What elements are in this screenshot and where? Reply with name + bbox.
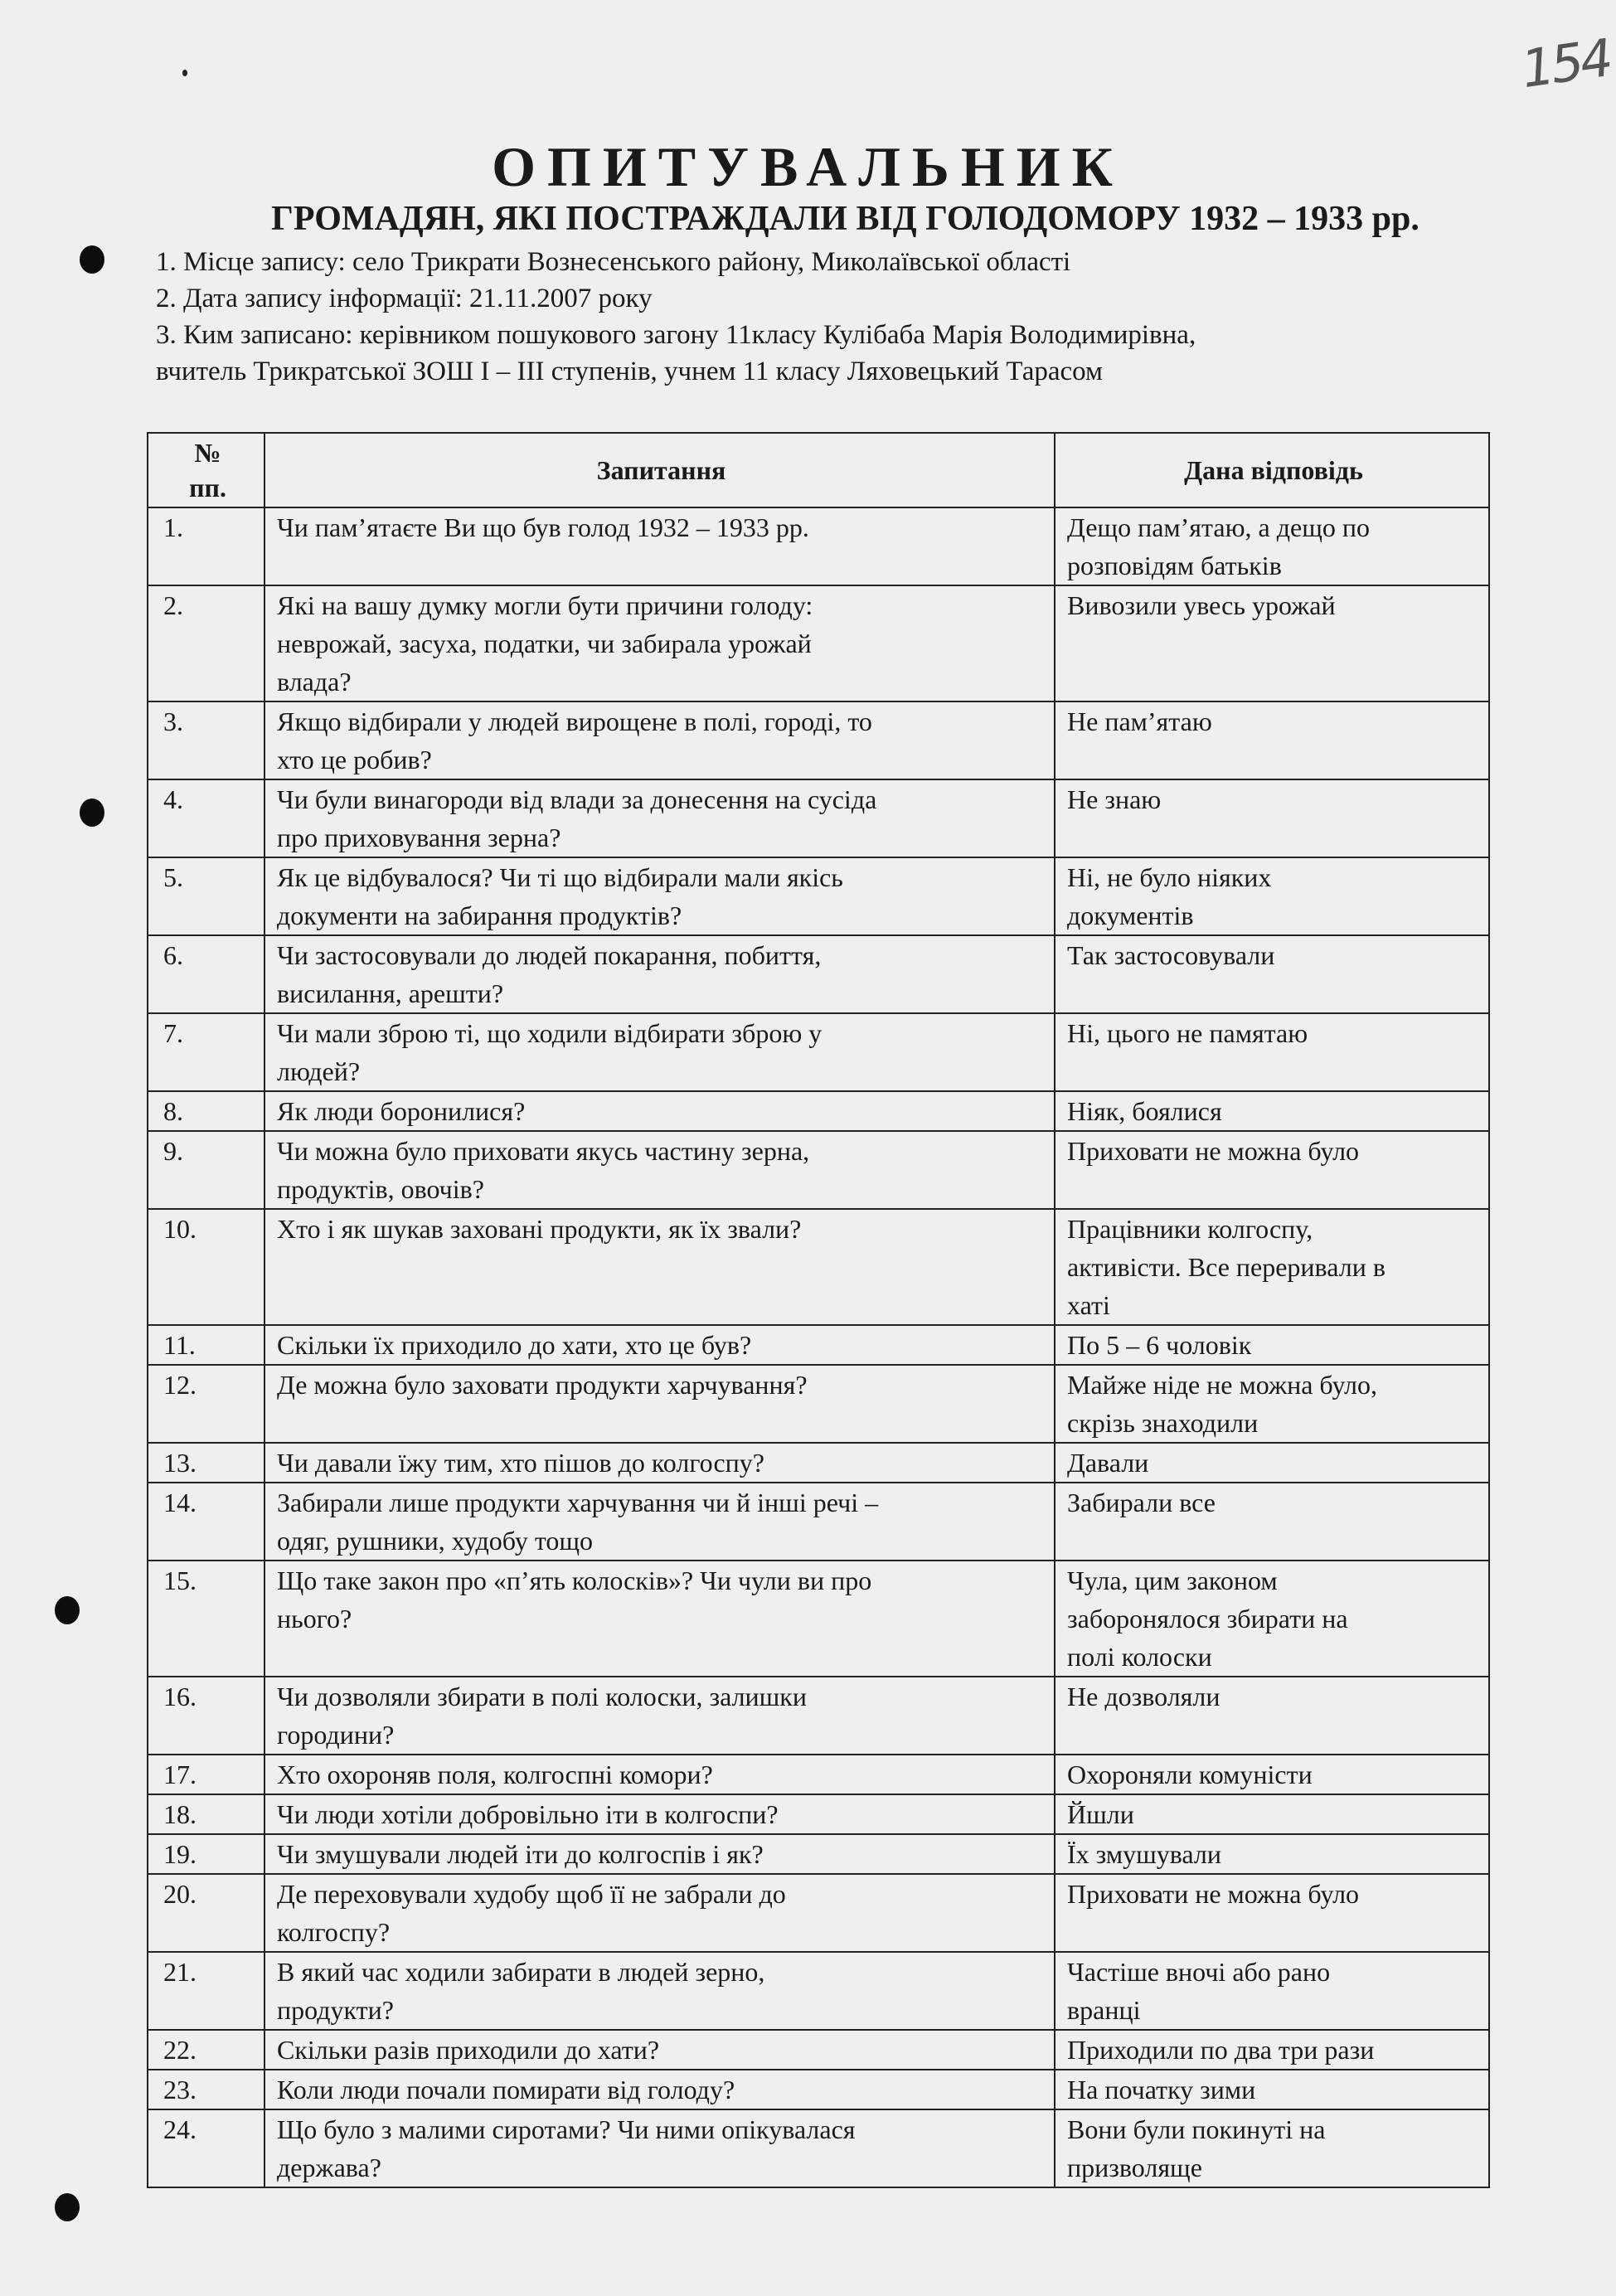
punch-hole [55,2193,80,2221]
row-number: 10. [148,1209,264,1325]
table-row [148,1561,1489,1677]
answer-cell: Ні, не було ніяких документів [1055,857,1489,935]
row-number: 23. [148,2070,264,2109]
row-number: 11. [148,1325,264,1365]
question-cell: Скільки їх приходило до хати, хто це був? [264,1325,1055,1365]
answer-cell: Так застосовували [1055,935,1489,1013]
row-number: 8. [148,1091,264,1131]
answer-cell: Не пам’ятаю [1055,701,1489,779]
answer-cell: Приходили по два три рази [1055,2030,1489,2070]
answer-cell: По 5 – 6 чоловік [1055,1325,1489,1365]
table-row [148,1443,1489,1483]
answer-cell: Не дозволяли [1055,1677,1489,1755]
question-cell: Хто охороняв поля, колгоспні комори? [264,1755,1055,1794]
answer-cell: Ні, цього не памятаю [1055,1013,1489,1091]
punch-hole [80,799,104,827]
table-header [148,433,1489,507]
row-number: 16. [148,1677,264,1755]
row-number: 21. [148,1952,264,2030]
table-row [148,1755,1489,1794]
recorded-by-cont: вчитель Трикратської ЗОШ І – ІІІ ступенів, учнем 11 класу Ляховецький Тарасом [156,357,1103,386]
punch-hole [55,1596,80,1624]
table-row [148,1794,1489,1834]
table-row [148,2030,1489,2070]
table-row [148,1874,1489,1952]
row-number: 6. [148,935,264,1013]
table-row [148,1131,1489,1209]
table-row [148,1483,1489,1561]
punch-hole [80,245,104,274]
question-cell: Де можна було заховати продукти харчування? [264,1365,1055,1443]
question-cell: Чи мали зброю ті, що ходили відбирати зброю у людей? [264,1013,1055,1091]
answer-cell: Забирали все [1055,1483,1489,1561]
table-row [148,935,1489,1013]
row-number: 2. [148,585,264,701]
question-cell: Як це відбувалося? Чи ті що відбирали мали якісь документи на забирання продуктів? [264,857,1055,935]
row-number: 9. [148,1131,264,1209]
question-cell: Де переховували худобу щоб її не забрали до колгоспу? [264,1874,1055,1952]
answer-cell: Ніяк, боялися [1055,1091,1489,1131]
answer-cell: Приховати не можна було [1055,1131,1489,1209]
question-cell: Якщо відбирали у людей вирощене в полі, городі, то хто це робив? [264,701,1055,779]
table-row [148,507,1489,585]
table-row [148,1365,1489,1443]
answer-cell: Охороняли комуністи [1055,1755,1489,1794]
header-question: Запитання [264,433,1055,507]
table-row [148,585,1489,701]
row-number: 14. [148,1483,264,1561]
answer-cell: Майже ніде не можна було, скрізь знаходили [1055,1365,1489,1443]
document-title: ОПИТУВАЛЬНИК [492,135,1124,198]
question-cell: Коли люди почали помирати від голоду? [264,2070,1055,2109]
header-answer: Дана відповідь [1055,433,1489,507]
table-row [148,1677,1489,1755]
header-number: № пп. [148,433,264,507]
table-row [148,857,1489,935]
table-row [148,1209,1489,1325]
table-row [148,1834,1489,1874]
question-cell: Чи люди хотіли добровільно іти в колгоспи? [264,1794,1055,1834]
table-row [148,2109,1489,2187]
table-row [148,701,1489,779]
question-cell: Чи були винагороди від влади за донесення на сусіда про приховування зерна? [264,779,1055,857]
document-subtitle: ГРОМАДЯН, ЯКІ ПОСТРАЖДАЛИ ВІД ГОЛОДОМОРУ 1932 – 1933 рр. [271,200,1419,238]
page-number: 154 [1517,27,1614,100]
question-cell: Скільки разів приходили до хати? [264,2030,1055,2070]
table-row [148,779,1489,857]
row-number: 24. [148,2109,264,2187]
row-number: 20. [148,1874,264,1952]
table-row [148,1013,1489,1091]
answer-cell: Працівники колгоспу, активісти. Все переривали в хаті [1055,1209,1489,1325]
row-number: 12. [148,1365,264,1443]
question-cell: Забирали лише продукти харчування чи й інші речі – одяг, рушники, худобу тощо [264,1483,1055,1561]
record-date: 2. Дата запису інформації: 21.11.2007 року [156,284,653,313]
question-cell: Чи можна було приховати якусь частину зерна, продуктів, овочів? [264,1131,1055,1209]
answer-cell: Їх змушували [1055,1834,1489,1874]
answer-cell: Йшли [1055,1794,1489,1834]
question-cell: Як люди боронилися? [264,1091,1055,1131]
question-cell: Чи пам’ятаєте Ви що був голод 1932 – 1933 рр. [264,507,1055,585]
row-number: 7. [148,1013,264,1091]
question-cell: В який час ходили забирати в людей зерно, продукти? [264,1952,1055,2030]
question-cell: Що було з малими сиротами? Чи ними опікувалася держава? [264,2109,1055,2187]
answer-cell: Чула, цим законом заборонялося збирати на полі колоски [1055,1561,1489,1677]
question-cell: Чи застосовували до людей покарання, побиття, висилання, арешти? [264,935,1055,1013]
question-cell: Які на вашу думку могли бути причини голоду: неврожай, засуха, податки, чи забирала урожай влада? [264,585,1055,701]
record-info [156,244,1196,390]
question-cell: Чи дозволяли збирати в полі колоски, залишки городини? [264,1677,1055,1755]
answer-cell: Дещо пам’ятаю, а дещо по розповідям батьків [1055,507,1489,585]
question-cell: Що таке закон про «п’ять колосків»? Чи чули ви про нього? [264,1561,1055,1677]
row-number: 18. [148,1794,264,1834]
record-place: 1. Місце запису: село Трикрати Вознесенського району, Миколаївської області [156,247,1071,277]
questionnaire-table [147,432,1490,2188]
row-number: 15. [148,1561,264,1677]
table-row [148,2070,1489,2109]
answer-cell: Не знаю [1055,779,1489,857]
speck [182,70,187,76]
table-row [148,1325,1489,1365]
row-number: 3. [148,701,264,779]
answer-cell: Вони були покинуті на призволяще [1055,2109,1489,2187]
answer-cell: Приховати не можна було [1055,1874,1489,1952]
question-cell: Чи давали їжу тим, хто пішов до колгоспу? [264,1443,1055,1483]
recorded-by: 3. Ким записано: керівником пошукового загону 11класу Кулібаба Марія Володимирівна, [156,320,1196,350]
row-number: 1. [148,507,264,585]
row-number: 13. [148,1443,264,1483]
answer-cell: На початку зими [1055,2070,1489,2109]
answer-cell: Частіше вночі або рано вранці [1055,1952,1489,2030]
row-number: 17. [148,1755,264,1794]
question-cell: Чи змушували людей іти до колгоспів і як? [264,1834,1055,1874]
answer-cell: Вивозили увесь урожай [1055,585,1489,701]
answer-cell: Давали [1055,1443,1489,1483]
question-cell: Хто і як шукав заховані продукти, як їх звали? [264,1209,1055,1325]
row-number: 22. [148,2030,264,2070]
row-number: 4. [148,779,264,857]
row-number: 5. [148,857,264,935]
table-row [148,1952,1489,2030]
table-row [148,1091,1489,1131]
row-number: 19. [148,1834,264,1874]
